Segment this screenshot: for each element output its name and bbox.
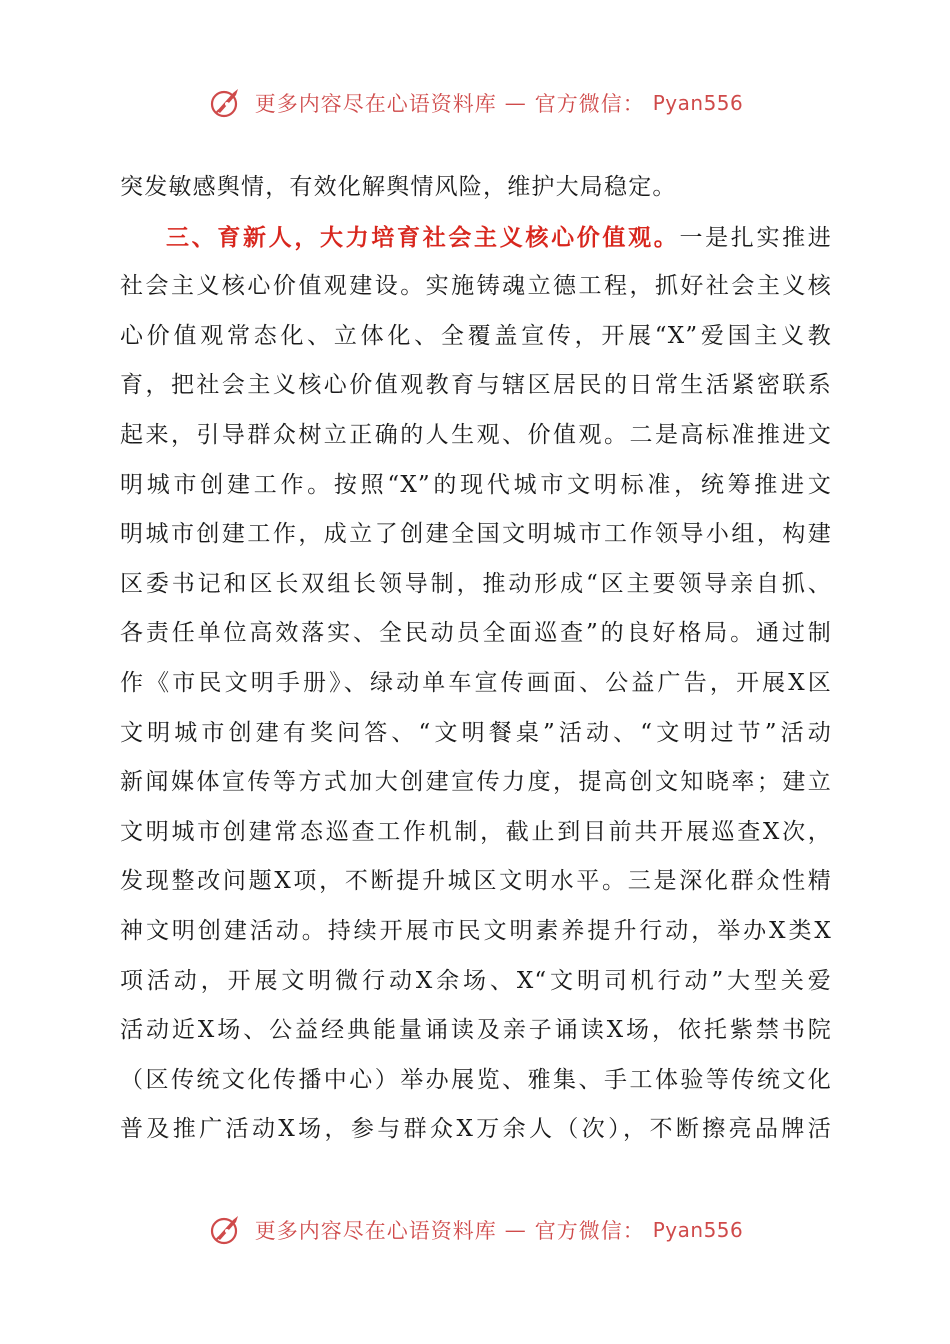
watermark-wechat-id: Pyan556: [652, 91, 744, 115]
text-line: 发现整改问题X项，不断提升城区文明水平。三是深化群众性精: [120, 868, 832, 895]
watermark-brand: 更多内容尽在心语资料库: [254, 1219, 497, 1243]
watermark-wechat-id: Pyan556: [652, 1218, 744, 1242]
text-line: 作《市民文明手册》、绿动单车宣传画面、公益广告，开展X区: [120, 669, 832, 696]
watermark-brand: 更多内容尽在心语资料库: [254, 92, 497, 116]
pen-nib-icon: [207, 1210, 247, 1250]
text-line: 项活动，开展文明微行动X余场、X“文明司机行动”大型关爱: [120, 967, 832, 994]
watermark-separator: —: [504, 1218, 527, 1242]
text-line: 心价值观常态化、立体化、全覆盖宣传，开展“X”爱国主义教: [120, 322, 832, 349]
text-line: 神文明创建活动。持续开展市民文明素养提升行动，举办X类X: [120, 917, 832, 944]
header-watermark: [0, 81, 950, 125]
text-line: 文明城市创建有奖问答、“文明餐桌”活动、“文明过节”活动: [120, 719, 832, 746]
document-body: [120, 163, 832, 1155]
text-line: 新闻媒体宣传等方式加大创建宣传力度，提高创文知晓率；建立: [120, 769, 832, 796]
section-heading: 三、育新人，大力培育社会主义核心价值观。: [166, 223, 680, 251]
text-line: （区传统文化传播中心）举办展览、雅集、手工体验等传统文化: [120, 1066, 832, 1093]
text-line: 社会主义核心价值观建设。实施铸魂立德工程，抓好社会主义核: [120, 273, 832, 300]
watermark-separator: —: [504, 91, 527, 115]
footer-watermark: [0, 1208, 950, 1252]
text-line: 区委书记和区长双组长领导制，推动形成“区主要领导亲自抓、: [120, 570, 832, 597]
watermark-wechat-label: 官方微信：: [534, 92, 645, 116]
text-line: 明城市创建工作。按照“X”的现代城市文明标准，统筹推进文: [120, 471, 832, 498]
text-line: 各责任单位高效落实、全民动员全面巡查”的良好格局。通过制: [120, 620, 832, 647]
text-line: 突发敏感舆情，有效化解舆情风险，维护大局稳定。: [120, 174, 677, 200]
text-line: 起来，引导群众树立正确的人生观、价值观。二是高标准推进文: [120, 421, 832, 448]
section-heading-line: 三、育新人，大力培育社会主义核心价值观。一是扎实推进: [166, 223, 832, 251]
text-line: 活动近X场、公益经典能量诵读及亲子诵读X场，依托紫禁书院: [120, 1017, 832, 1044]
text-line: 普及推广活动X场，参与群众X万余人（次），不断擦亮品牌活: [120, 1116, 832, 1143]
text-line: 明城市创建工作，成立了创建全国文明城市工作领导小组，构建: [120, 521, 832, 548]
watermark-wechat-label: 官方微信：: [534, 1219, 645, 1243]
pen-nib-icon: [207, 83, 247, 123]
text-line: 文明城市创建常态巡查工作机制，截止到目前共开展巡查X次，: [120, 818, 832, 845]
text-line: 育，把社会主义核心价值观教育与辖区居民的日常生活紧密联系: [120, 372, 832, 399]
